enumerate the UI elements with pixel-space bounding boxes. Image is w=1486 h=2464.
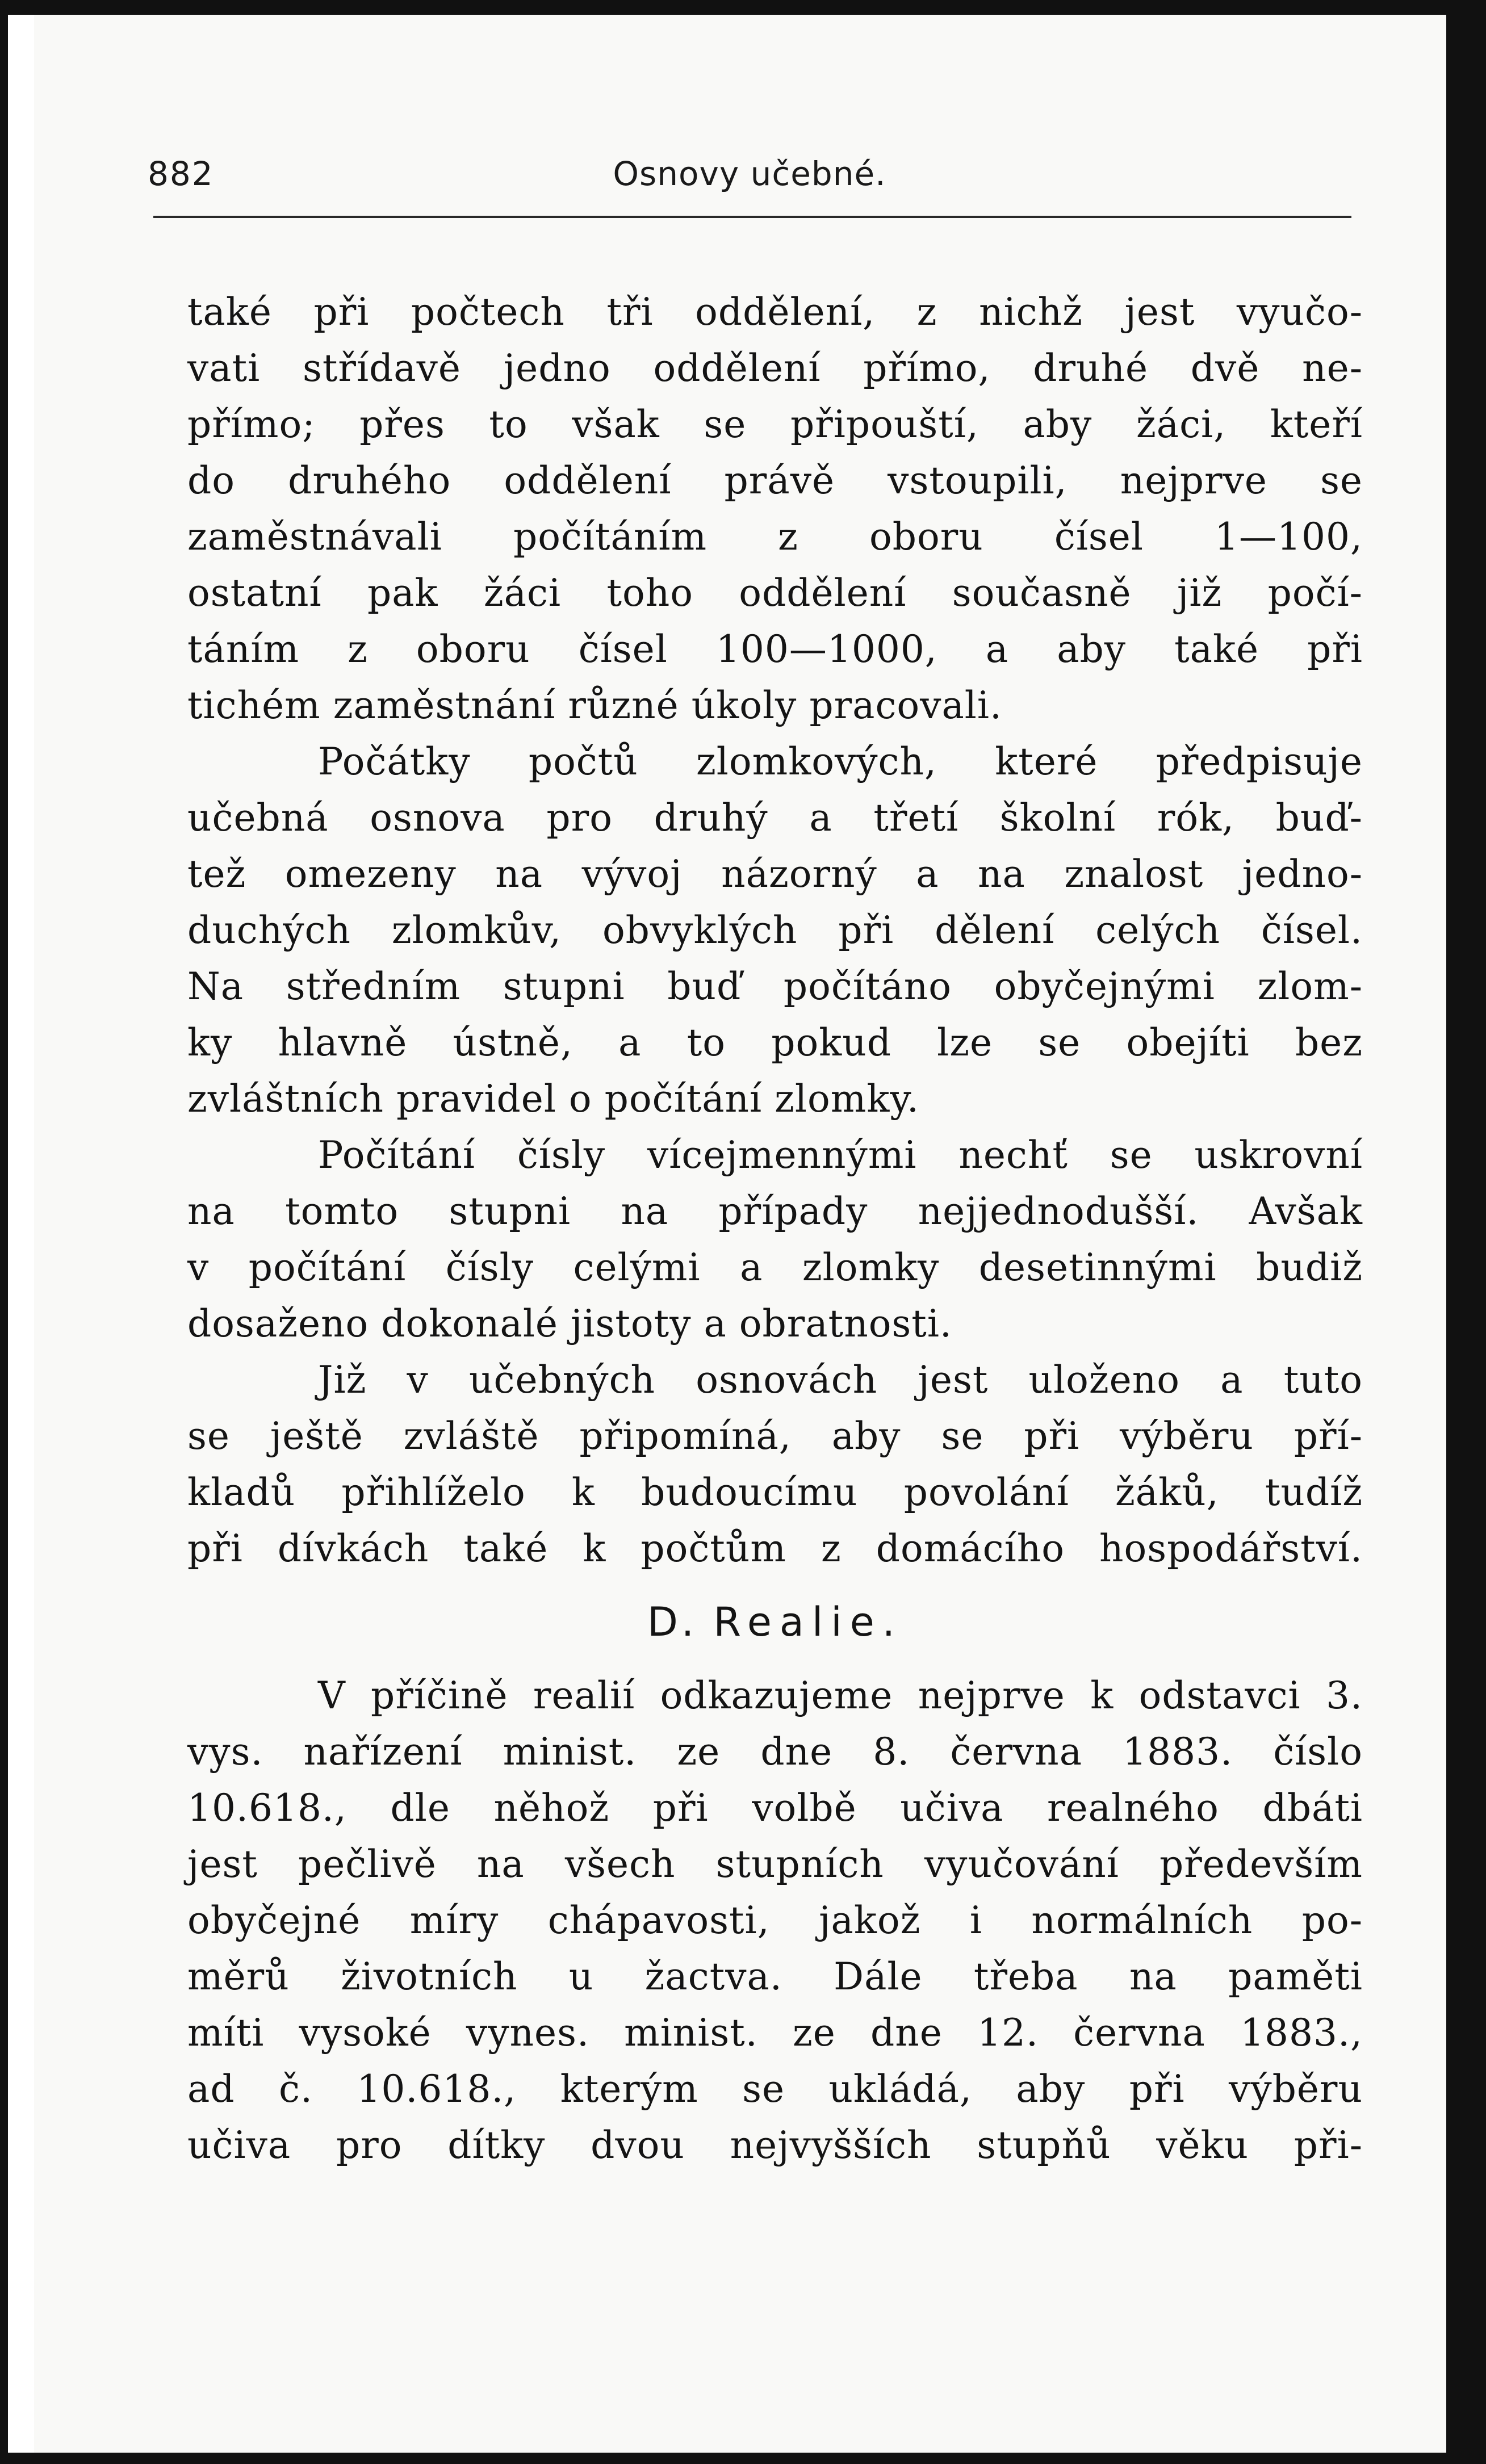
text-line: jest pečlivě na všech stupních vyučování především <box>187 1842 1363 1886</box>
text-line: při dívkách také k počtům z domácího hospodářství. <box>187 1527 1363 1570</box>
scan-border-right <box>1446 0 1486 2464</box>
text-line: Na středním stupni buď počítáno obyčejnými zlom- <box>187 965 1363 1008</box>
text-line: vati střídavě jedno oddělení přímo, druhé dvě ne- <box>187 346 1363 390</box>
scan-border-top <box>0 0 1486 15</box>
text-line: učebná osnova pro druhý a třetí školní rók, buď- <box>187 796 1363 840</box>
page-number: 882 <box>148 154 214 193</box>
scan-border-bottom <box>0 2453 1486 2464</box>
text-line: učiva pro dítky dvou nejvyšších stupňů věku při- <box>187 2123 1363 2167</box>
text-line: ad č. 10.618., kterým se ukládá, aby při výběru <box>187 2067 1363 2111</box>
text-line: přímo; přes to však se připouští, aby žáci, kteří <box>187 403 1363 446</box>
paragraph <box>187 1127 1363 1352</box>
text-line: V příčině realií odkazujeme nejprve k odstavci 3. <box>318 1674 1363 1717</box>
text-line: obyčejné míry chápavosti, jakož i normálních po- <box>187 1899 1363 1942</box>
header-rule <box>153 216 1351 218</box>
body-text <box>187 284 1363 2173</box>
section-letter: D. <box>647 1599 698 1645</box>
running-title: Osnovy učebné. <box>613 154 886 193</box>
paragraph <box>187 284 1363 734</box>
text-line: se ještě zvláště připomíná, aby se při výběru pří- <box>187 1414 1363 1458</box>
section-title: Realie. <box>713 1599 903 1645</box>
text-line: kladů přihlíželo k budoucímu povolání žáků, tudíž <box>187 1470 1363 1514</box>
text-line: měrů životních u žactva. Dále třeba na paměti <box>187 1955 1363 1998</box>
text-line: do druhého oddělení právě vstoupili, nejprve se <box>187 459 1363 502</box>
text-line: tichém zaměstnání různé úkoly pracovali. <box>187 684 1002 727</box>
text-line: Již v učebných osnovách jest uloženo a tuto <box>318 1358 1363 1402</box>
text-line: duchých zlomkův, obvyklých při dělení celých čísel. <box>187 908 1363 952</box>
text-line: ky hlavně ústně, a to pokud lze se obejíti bez <box>187 1021 1363 1065</box>
text-line: Počátky počtů zlomkových, které předpisuje <box>318 740 1363 783</box>
paragraph <box>187 1352 1363 1577</box>
scan-border-left <box>0 0 8 2464</box>
text-line: tež omezeny na vývoj názorný a na znalost jedno- <box>187 852 1363 896</box>
text-line: vys. nařízení minist. ze dne 8. června 1883. číslo <box>187 1730 1363 1774</box>
text-line: také při počtech tři oddělení, z nichž jest vyučo- <box>187 290 1363 334</box>
text-line: ostatní pak žáci toho oddělení současně již počí- <box>187 571 1363 615</box>
text-line: míti vysoké vynes. minist. ze dne 12. června 1883., <box>187 2011 1363 2055</box>
section-heading <box>187 1577 1363 1667</box>
text-line: Počítání čísly vícejmennými nechť se uskrovní <box>318 1133 1363 1177</box>
text-line: v počítání čísly celými a zlomky desetinnými budiž <box>187 1246 1363 1289</box>
text-line: na tomto stupni na případy nejjednodušší. Avšak <box>187 1189 1363 1233</box>
text-line: zaměstnávali počítáním z oboru čísel 1—100, <box>187 515 1363 559</box>
text-line: táním z oboru čísel 100—1000, a aby také při <box>187 627 1363 671</box>
text-line: zvláštních pravidel o počítání zlomky. <box>187 1077 919 1121</box>
text-line: dosaženo dokonalé jistoty a obratnosti. <box>187 1302 952 1346</box>
text-line: 10.618., dle něhož při volbě učiva realného dbáti <box>187 1786 1363 1830</box>
page-header <box>148 148 1351 199</box>
paragraph <box>187 734 1363 1127</box>
paragraph <box>187 1667 1363 2173</box>
